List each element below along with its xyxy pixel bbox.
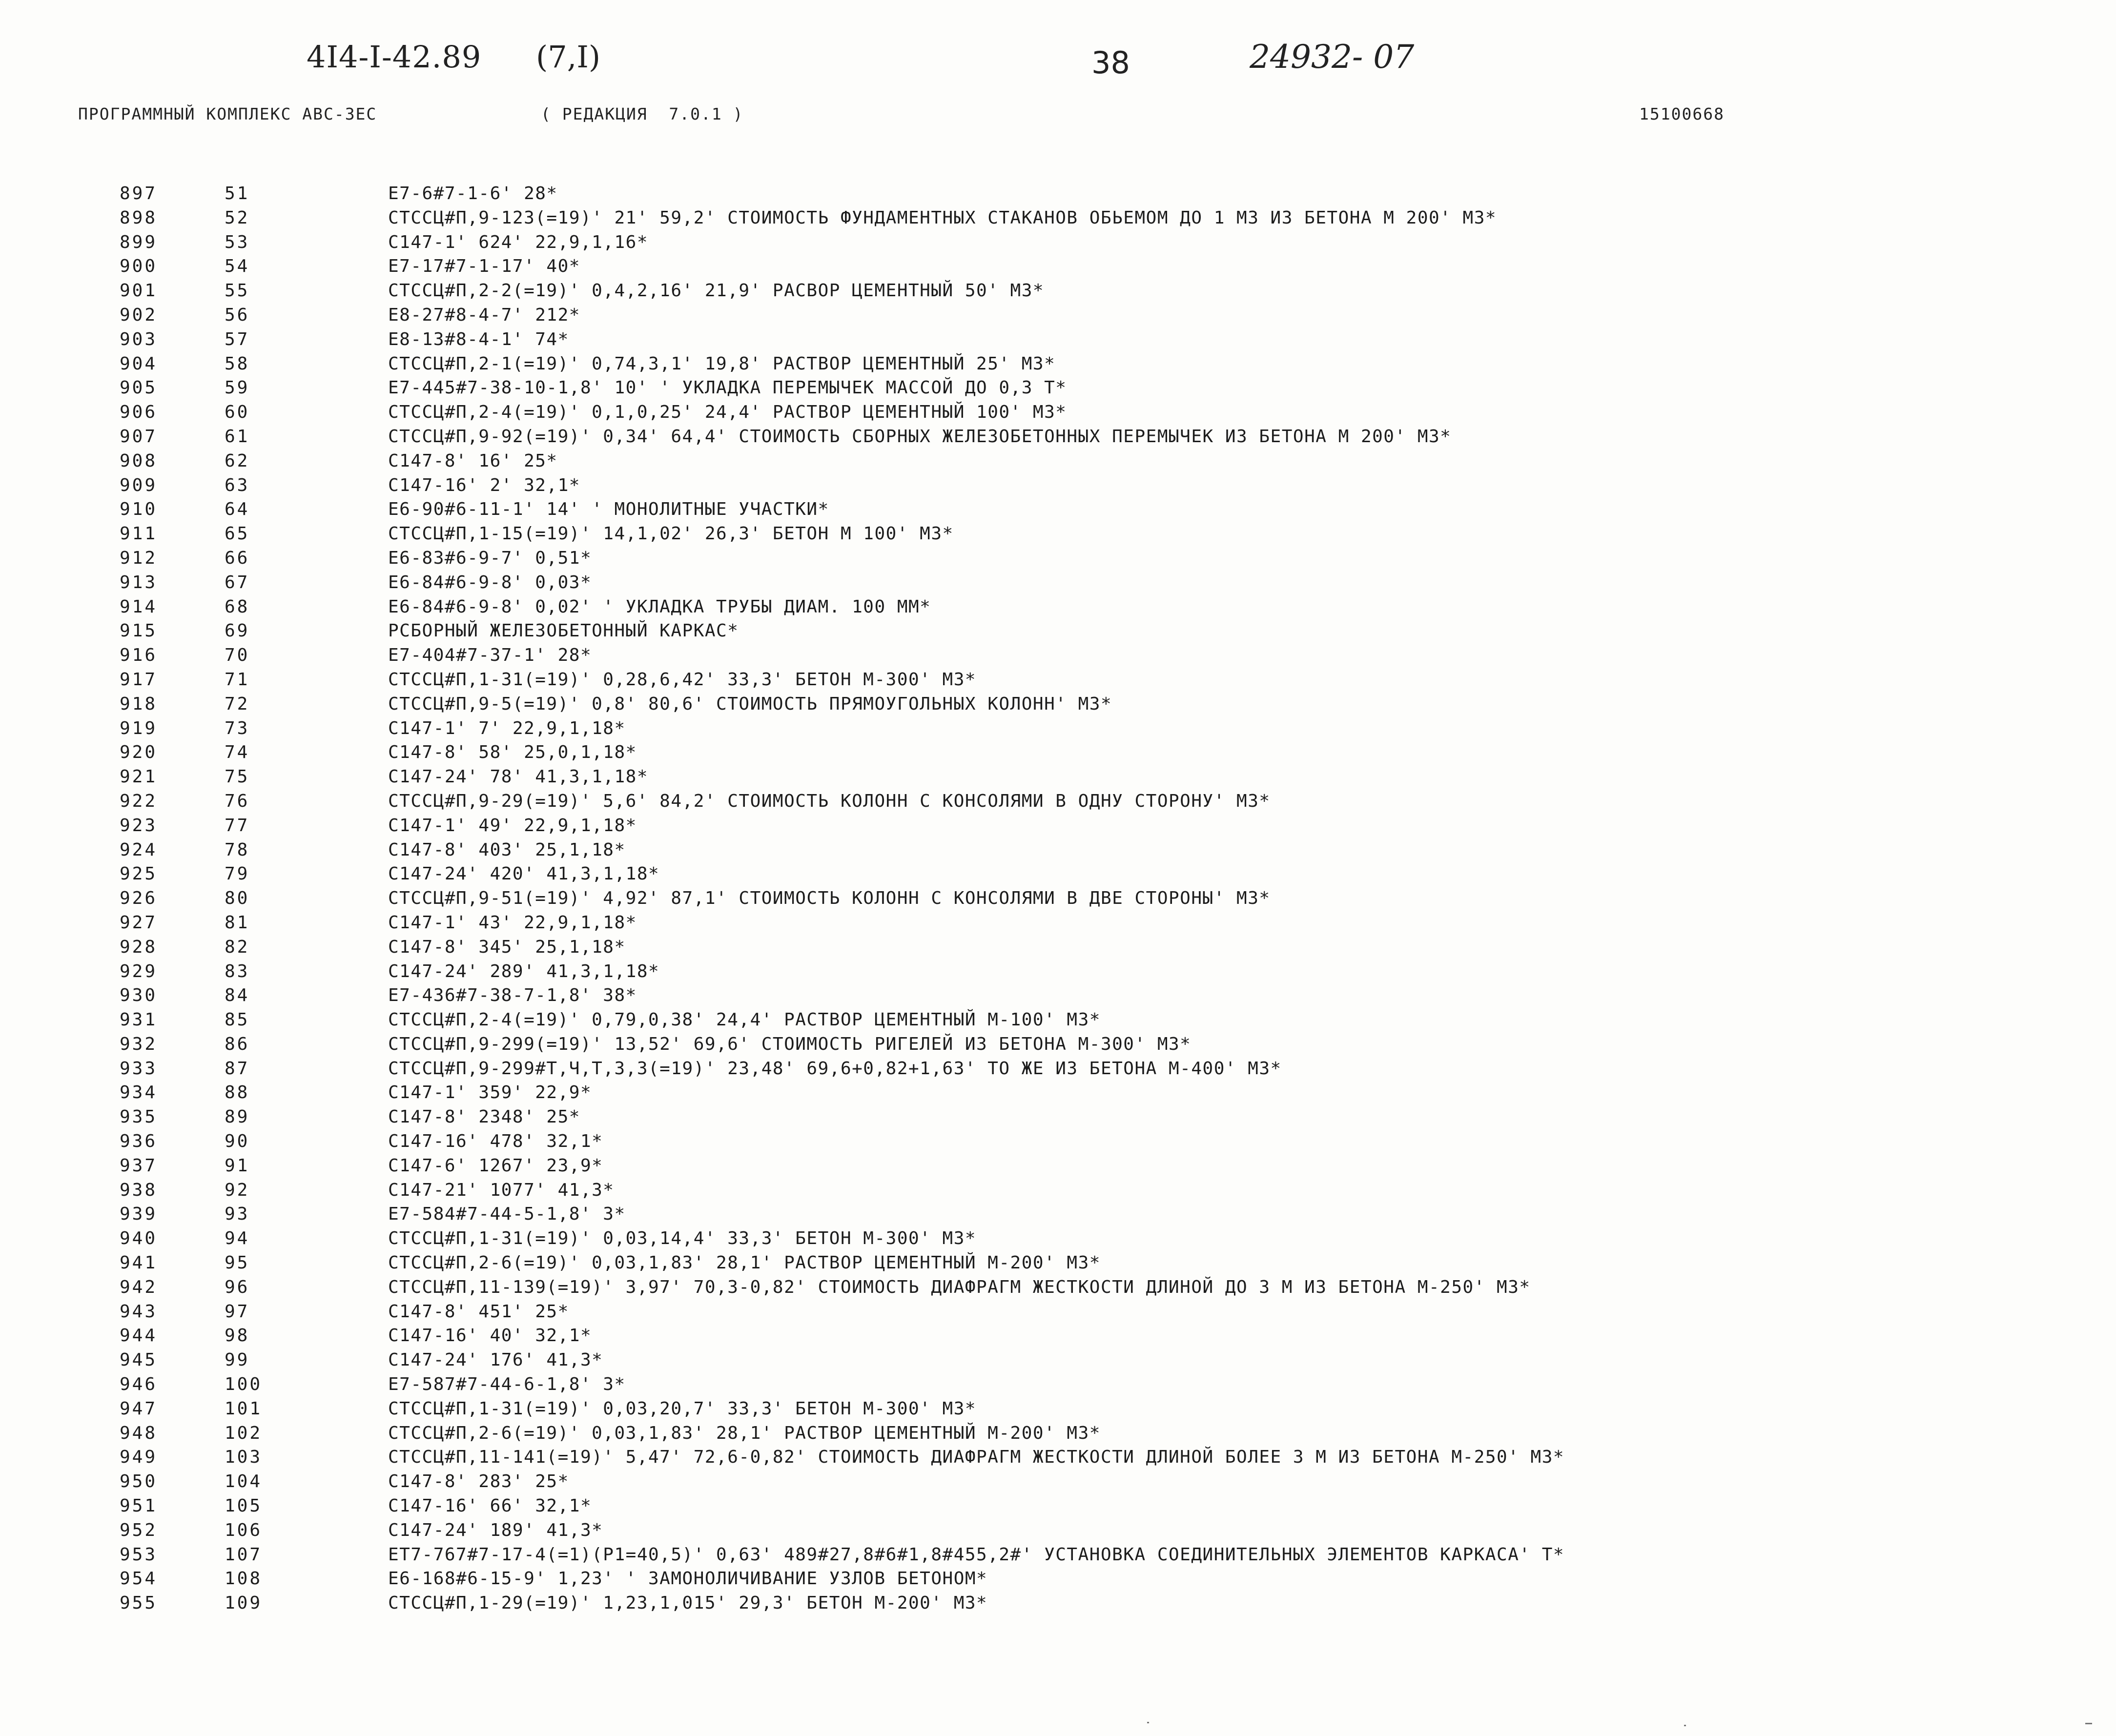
row-sequence-number: 58 — [225, 353, 250, 374]
page-number: 38 — [1091, 45, 1130, 81]
listing-row — [0, 352, 2116, 376]
row-record-text: С147-1' 7' 22,9,1,18* — [388, 718, 626, 738]
row-line-number: 920 — [120, 742, 158, 763]
row-record-text: С147-8' 16' 25* — [388, 450, 558, 471]
row-sequence-number: 62 — [225, 450, 250, 471]
row-line-number: 917 — [120, 669, 158, 690]
row-record-text: СТССЦ#П,11-141(=19)' 5,47' 72,6-0,82' СТОИМОСТЬ ДИАФРАГМ ЖЕСТКОСТИ ДЛИНОЙ БОЛЕЕ 3 М ИЗ БЕТОНА М-250' М3* — [388, 1447, 1565, 1468]
listing-row — [0, 595, 2116, 619]
row-line-number: 911 — [120, 524, 158, 544]
program-title: ПРОГРАММНЫЙ КОМПЛЕКС АВС-3ЕС — [78, 104, 377, 123]
listing-row — [0, 1372, 2116, 1397]
row-sequence-number: 89 — [225, 1107, 250, 1127]
row-line-number: 904 — [120, 353, 158, 374]
row-sequence-number: 109 — [225, 1593, 263, 1613]
job-id: 15100668 — [1639, 104, 1725, 123]
row-sequence-number: 55 — [225, 281, 250, 301]
row-sequence-number: 78 — [225, 839, 250, 860]
row-line-number: 945 — [120, 1350, 158, 1370]
listing-row — [0, 1324, 2116, 1348]
row-line-number: 949 — [120, 1447, 158, 1468]
row-sequence-number: 73 — [225, 718, 250, 738]
row-record-text: С147-6' 1267' 23,9* — [388, 1155, 603, 1176]
listing-row — [0, 862, 2116, 886]
row-sequence-number: 105 — [225, 1496, 263, 1516]
row-sequence-number: 101 — [225, 1398, 263, 1419]
row-line-number: 924 — [120, 839, 158, 860]
scan-speck — [1684, 1725, 1686, 1726]
row-sequence-number: 66 — [225, 548, 250, 568]
row-record-text: СТССЦ#П,9-92(=19)' 0,34' 64,4' СТОИМОСТЬ СБОРНЫХ ЖЕЛЕЗОБЕТОННЫХ ПЕРЕМЫЧЕК ИЗ БЕТОНА М 200' М3* — [388, 426, 1452, 447]
row-line-number: 897 — [120, 184, 158, 204]
row-line-number: 907 — [120, 426, 158, 447]
scan-speck — [1147, 1722, 1149, 1723]
row-line-number: 934 — [120, 1082, 158, 1103]
row-record-text: С147-24' 78' 41,3,1,18* — [388, 767, 648, 787]
listing-row — [0, 400, 2116, 425]
row-line-number: 947 — [120, 1398, 158, 1419]
row-record-text: С147-8' 58' 25,0,1,18* — [388, 742, 637, 763]
row-sequence-number: 98 — [225, 1326, 250, 1346]
row-record-text: СТССЦ#П,9-299(=19)' 13,52' 69,6' СТОИМОСТЬ РИГЕЛЕЙ ИЗ БЕТОНА М-300' М3* — [388, 1034, 1192, 1054]
row-record-text: СТССЦ#П,9-51(=19)' 4,92' 87,1' СТОИМОСТЬ КОЛОНН С КОНСОЛЯМИ В ДВЕ СТОРОНЫ' М3* — [388, 888, 1271, 909]
listing-row — [0, 1300, 2116, 1324]
row-sequence-number: 65 — [225, 524, 250, 544]
row-record-text: СТССЦ#П,1-31(=19)' 0,28,6,42' 33,3' БЕТОН М-300' М3* — [388, 669, 977, 690]
row-line-number: 946 — [120, 1374, 158, 1395]
row-line-number: 948 — [120, 1423, 158, 1443]
row-line-number: 901 — [120, 281, 158, 301]
row-record-text: СТССЦ#П,1-15(=19)' 14,1,02' 26,3' БЕТОН М 100' М3* — [388, 524, 954, 544]
row-line-number: 910 — [120, 499, 158, 520]
listing-row — [0, 327, 2116, 352]
row-record-text: С147-16' 66' 32,1* — [388, 1496, 592, 1516]
row-record-text: С147-8' 283' 25* — [388, 1471, 569, 1492]
row-record-text: Е7-436#7-38-7-1,8' 38* — [388, 985, 637, 1006]
sheet-reference: (7,I) — [536, 39, 601, 75]
row-line-number: 954 — [120, 1569, 158, 1589]
row-sequence-number: 69 — [225, 621, 250, 641]
row-line-number: 940 — [120, 1228, 158, 1249]
row-sequence-number: 108 — [225, 1569, 263, 1589]
row-sequence-number: 100 — [225, 1374, 263, 1395]
row-sequence-number: 71 — [225, 669, 250, 690]
row-line-number: 919 — [120, 718, 158, 738]
row-sequence-number: 60 — [225, 402, 250, 423]
row-record-text: СТССЦ#П,2-2(=19)' 0,4,2,16' 21,9' РАСВОР ЦЕМЕНТНЫЙ 50' М3* — [388, 281, 1045, 301]
row-record-text: Е8-27#8-4-7' 212* — [388, 305, 580, 325]
listing-row — [0, 1470, 2116, 1494]
row-line-number: 938 — [120, 1180, 158, 1200]
row-record-text: СТССЦ#П,9-299#Т,Ч,Т,3,3(=19)' 23,48' 69,6+0,82+1,63' ТО ЖЕ ИЗ БЕТОНА М-400' М3* — [388, 1058, 1282, 1079]
row-record-text: РСБОРНЫЙ ЖЕЛЕЗОБЕТОННЫЙ КАРКАС* — [388, 621, 739, 641]
listing-row — [0, 376, 2116, 400]
row-line-number: 898 — [120, 207, 158, 228]
row-record-text: СТССЦ#П,2-6(=19)' 0,03,1,83' 28,1' РАСТВОР ЦЕМЕНТНЫЙ М-200' М3* — [388, 1423, 1101, 1443]
row-line-number: 952 — [120, 1520, 158, 1540]
row-sequence-number: 85 — [225, 1010, 250, 1030]
row-sequence-number: 93 — [225, 1204, 250, 1225]
listing-row — [0, 619, 2116, 643]
row-record-text: С147-8' 345' 25,1,18* — [388, 937, 626, 957]
row-line-number: 944 — [120, 1326, 158, 1346]
row-sequence-number: 75 — [225, 767, 250, 787]
row-line-number: 916 — [120, 645, 158, 666]
listing-row — [0, 1202, 2116, 1226]
listing-row — [0, 182, 2116, 206]
row-sequence-number: 91 — [225, 1155, 250, 1176]
row-line-number: 929 — [120, 961, 158, 981]
listing-row — [0, 1105, 2116, 1129]
row-line-number: 908 — [120, 450, 158, 471]
listing-row — [0, 789, 2116, 814]
row-line-number: 906 — [120, 402, 158, 423]
row-sequence-number: 96 — [225, 1277, 250, 1297]
listing-row — [0, 1445, 2116, 1470]
row-record-text: СТССЦ#П,1-29(=19)' 1,23,1,015' 29,3' БЕТОН М-200' М3* — [388, 1593, 988, 1613]
row-line-number: 955 — [120, 1593, 158, 1613]
row-sequence-number: 82 — [225, 937, 250, 957]
row-line-number: 939 — [120, 1204, 158, 1225]
row-line-number: 909 — [120, 475, 158, 495]
listing-row — [0, 1591, 2116, 1615]
row-sequence-number: 80 — [225, 888, 250, 909]
row-record-text: С147-16' 40' 32,1* — [388, 1326, 592, 1346]
row-sequence-number: 88 — [225, 1082, 250, 1103]
row-record-text: С147-1' 359' 22,9* — [388, 1082, 592, 1103]
row-record-text: Е7-445#7-38-10-1,8' 10' ' УКЛАДКА ПЕРЕМЫЧЕК МАССОЙ ДО 0,3 Т* — [388, 378, 1067, 398]
listing-row — [0, 838, 2116, 862]
row-line-number: 914 — [120, 596, 158, 617]
document-code: 4I4-I-42.89 — [307, 39, 482, 75]
listing-row — [0, 522, 2116, 546]
listing-row — [0, 1518, 2116, 1543]
listing-row — [0, 425, 2116, 449]
row-line-number: 902 — [120, 305, 158, 325]
row-record-text: Е6-84#6-9-8' 0,03* — [388, 572, 592, 592]
row-line-number: 951 — [120, 1496, 158, 1516]
row-sequence-number: 56 — [225, 305, 250, 325]
row-record-text: ЕТ7-767#7-17-4(=1)(Р1=40,5)' 0,63' 489#27,8#6#1,8#455,2#' УСТАНОВКА СОЕДИНИТЕЛЬНЫХ ЭЛЕМЕНТОВ КАРКАСА' Т* — [388, 1544, 1565, 1565]
row-sequence-number: 86 — [225, 1034, 250, 1054]
row-line-number: 912 — [120, 548, 158, 568]
row-line-number: 943 — [120, 1301, 158, 1322]
row-record-text: СТССЦ#П,2-4(=19)' 0,79,0,38' 24,4' РАСТВОР ЦЕМЕНТНЫЙ М-100' М3* — [388, 1010, 1101, 1030]
row-line-number: 932 — [120, 1034, 158, 1054]
listing-row — [0, 886, 2116, 911]
listing-row — [0, 1494, 2116, 1518]
listing-row — [0, 740, 2116, 765]
row-sequence-number: 99 — [225, 1350, 250, 1370]
listing-row — [0, 1129, 2116, 1154]
row-sequence-number: 54 — [225, 256, 250, 277]
listing-row — [0, 692, 2116, 716]
listing-row — [0, 814, 2116, 838]
row-sequence-number: 79 — [225, 864, 250, 884]
row-line-number: 928 — [120, 937, 158, 957]
listing-row — [0, 1543, 2116, 1567]
row-line-number: 918 — [120, 694, 158, 714]
row-record-text: С147-8' 403' 25,1,18* — [388, 839, 626, 860]
listing-row — [0, 1008, 2116, 1032]
row-sequence-number: 68 — [225, 596, 250, 617]
handwritten-reference-number: 24932- 07 — [1250, 38, 1415, 76]
row-sequence-number: 63 — [225, 475, 250, 495]
row-sequence-number: 57 — [225, 329, 250, 349]
row-line-number: 921 — [120, 767, 158, 787]
row-record-text: С147-1' 624' 22,9,1,16* — [388, 232, 648, 252]
row-line-number: 900 — [120, 256, 158, 277]
row-record-text: С147-24' 176' 41,3* — [388, 1350, 603, 1370]
row-record-text: С147-8' 2348' 25* — [388, 1107, 580, 1127]
row-record-text: С147-24' 289' 41,3,1,18* — [388, 961, 660, 981]
listing-row — [0, 1275, 2116, 1300]
row-record-text: С147-24' 420' 41,3,1,18* — [388, 864, 660, 884]
row-line-number: 915 — [120, 621, 158, 641]
row-sequence-number: 97 — [225, 1301, 250, 1322]
row-sequence-number: 74 — [225, 742, 250, 763]
listing-row — [0, 1567, 2116, 1591]
row-record-text: СТССЦ#П,9-123(=19)' 21' 59,2' СТОИМОСТЬ ФУНДАМЕНТНЫХ СТАКАНОВ ОБЬЕМОМ ДО 1 М3 ИЗ БЕТОНА М 200' М3* — [388, 207, 1497, 228]
listing-row — [0, 449, 2116, 473]
program-edition: ( РЕДАКЦИЯ 7.0.1 ) — [541, 104, 744, 123]
row-line-number: 935 — [120, 1107, 158, 1127]
row-line-number: 933 — [120, 1058, 158, 1079]
row-sequence-number: 81 — [225, 912, 250, 933]
listing-row — [0, 1178, 2116, 1203]
row-line-number: 927 — [120, 912, 158, 933]
row-line-number: 937 — [120, 1155, 158, 1176]
row-record-text: Е6-168#6-15-9' 1,23' ' ЗАМОНОЛИЧИВАНИЕ УЗЛОВ БЕТОНОМ* — [388, 1569, 988, 1589]
row-record-text: Е7-404#7-37-1' 28* — [388, 645, 592, 666]
listing-row — [0, 279, 2116, 303]
row-sequence-number: 90 — [225, 1131, 250, 1152]
row-record-text: С147-24' 189' 41,3* — [388, 1520, 603, 1540]
row-sequence-number: 87 — [225, 1058, 250, 1079]
listing-row — [0, 960, 2116, 984]
row-sequence-number: 76 — [225, 791, 250, 811]
listing-table — [0, 182, 2116, 1615]
row-line-number: 941 — [120, 1253, 158, 1273]
row-record-text: Е6-90#6-11-1' 14' ' МОНОЛИТНЫЕ УЧАСТКИ* — [388, 499, 829, 520]
listing-row — [0, 668, 2116, 692]
row-record-text: Е6-83#6-9-7' 0,51* — [388, 548, 592, 568]
row-line-number: 936 — [120, 1131, 158, 1152]
row-record-text: Е7-6#7-1-6' 28* — [388, 184, 558, 204]
listing-row — [0, 911, 2116, 935]
row-record-text: Е7-17#7-1-17' 40* — [388, 256, 580, 277]
row-record-text: СТССЦ#П,11-139(=19)' 3,97' 70,3-0,82' СТОИМОСТЬ ДИАФРАГМ ЖЕСТКОСТИ ДЛИНОЙ ДО 3 М ИЗ БЕТОНА М-250' М3* — [388, 1277, 1531, 1297]
row-line-number: 913 — [120, 572, 158, 592]
row-record-text: С147-1' 43' 22,9,1,18* — [388, 912, 637, 933]
listing-row — [0, 303, 2116, 327]
row-sequence-number: 61 — [225, 426, 250, 447]
row-line-number: 923 — [120, 815, 158, 836]
row-sequence-number: 102 — [225, 1423, 263, 1443]
row-sequence-number: 72 — [225, 694, 250, 714]
row-sequence-number: 77 — [225, 815, 250, 836]
listing-row — [0, 473, 2116, 498]
row-sequence-number: 84 — [225, 985, 250, 1006]
row-sequence-number: 52 — [225, 207, 250, 228]
row-sequence-number: 106 — [225, 1520, 263, 1540]
row-sequence-number: 53 — [225, 232, 250, 252]
row-line-number: 905 — [120, 378, 158, 398]
row-record-text: Е7-587#7-44-6-1,8' 3* — [388, 1374, 626, 1395]
listing-row — [0, 1251, 2116, 1275]
listing-row — [0, 1397, 2116, 1421]
listing-row — [0, 1421, 2116, 1446]
row-record-text: С147-8' 451' 25* — [388, 1301, 569, 1322]
row-sequence-number: 64 — [225, 499, 250, 520]
row-sequence-number: 104 — [225, 1471, 263, 1492]
listing-row — [0, 765, 2116, 789]
row-line-number: 926 — [120, 888, 158, 909]
listing-row — [0, 1348, 2116, 1372]
listing-row — [0, 1032, 2116, 1057]
listing-row — [0, 206, 2116, 230]
listing-row — [0, 1226, 2116, 1251]
row-line-number: 899 — [120, 232, 158, 252]
row-line-number: 925 — [120, 864, 158, 884]
row-record-text: С147-16' 2' 32,1* — [388, 475, 580, 495]
row-record-text: СТССЦ#П,9-29(=19)' 5,6' 84,2' СТОИМОСТЬ КОЛОНН С КОНСОЛЯМИ В ОДНУ СТОРОНУ' М3* — [388, 791, 1271, 811]
row-sequence-number: 107 — [225, 1544, 263, 1565]
listing-row — [0, 1057, 2116, 1081]
row-line-number: 922 — [120, 791, 158, 811]
row-line-number: 931 — [120, 1010, 158, 1030]
row-record-text: С147-16' 478' 32,1* — [388, 1131, 603, 1152]
listing-row — [0, 935, 2116, 960]
row-record-text: СТССЦ#П,2-4(=19)' 0,1,0,25' 24,4' РАСТВОР ЦЕМЕНТНЫЙ 100' М3* — [388, 402, 1067, 423]
listing-row — [0, 546, 2116, 571]
row-record-text: Е6-84#6-9-8' 0,02' ' УКЛАДКА ТРУБЫ ДИАМ. 100 ММ* — [388, 596, 931, 617]
listing-row — [0, 1154, 2116, 1178]
scan-speck — [2085, 1723, 2092, 1724]
row-record-text: Е7-584#7-44-5-1,8' 3* — [388, 1204, 626, 1225]
listing-row — [0, 254, 2116, 279]
row-sequence-number: 103 — [225, 1447, 263, 1468]
listing-row — [0, 983, 2116, 1008]
listing-row — [0, 497, 2116, 522]
row-record-text: Е8-13#8-4-1' 74* — [388, 329, 569, 349]
row-sequence-number: 70 — [225, 645, 250, 666]
row-sequence-number: 83 — [225, 961, 250, 981]
row-record-text: СТССЦ#П,1-31(=19)' 0,03,20,7' 33,3' БЕТОН М-300' М3* — [388, 1398, 977, 1419]
row-line-number: 953 — [120, 1544, 158, 1565]
listing-row — [0, 230, 2116, 255]
row-sequence-number: 67 — [225, 572, 250, 592]
row-sequence-number: 94 — [225, 1228, 250, 1249]
row-sequence-number: 51 — [225, 184, 250, 204]
row-record-text: С147-1' 49' 22,9,1,18* — [388, 815, 637, 836]
row-record-text: СТССЦ#П,1-31(=19)' 0,03,14,4' 33,3' БЕТОН М-300' М3* — [388, 1228, 977, 1249]
row-line-number: 950 — [120, 1471, 158, 1492]
row-line-number: 930 — [120, 985, 158, 1006]
row-record-text: С147-21' 1077' 41,3* — [388, 1180, 615, 1200]
row-sequence-number: 95 — [225, 1253, 250, 1273]
row-record-text: СТССЦ#П,2-1(=19)' 0,74,3,1' 19,8' РАСТВОР ЦЕМЕНТНЫЙ 25' М3* — [388, 353, 1056, 374]
listing-row — [0, 716, 2116, 741]
row-line-number: 942 — [120, 1277, 158, 1297]
listing-row — [0, 1081, 2116, 1105]
row-sequence-number: 92 — [225, 1180, 250, 1200]
row-record-text: СТССЦ#П,9-5(=19)' 0,8' 80,6' СТОИМОСТЬ ПРЯМОУГОЛЬНЫХ КОЛОНН' М3* — [388, 694, 1112, 714]
listing-row — [0, 571, 2116, 595]
row-record-text: СТССЦ#П,2-6(=19)' 0,03,1,83' 28,1' РАСТВОР ЦЕМЕНТНЫЙ М-200' М3* — [388, 1253, 1101, 1273]
listing-row — [0, 643, 2116, 668]
row-line-number: 903 — [120, 329, 158, 349]
row-sequence-number: 59 — [225, 378, 250, 398]
